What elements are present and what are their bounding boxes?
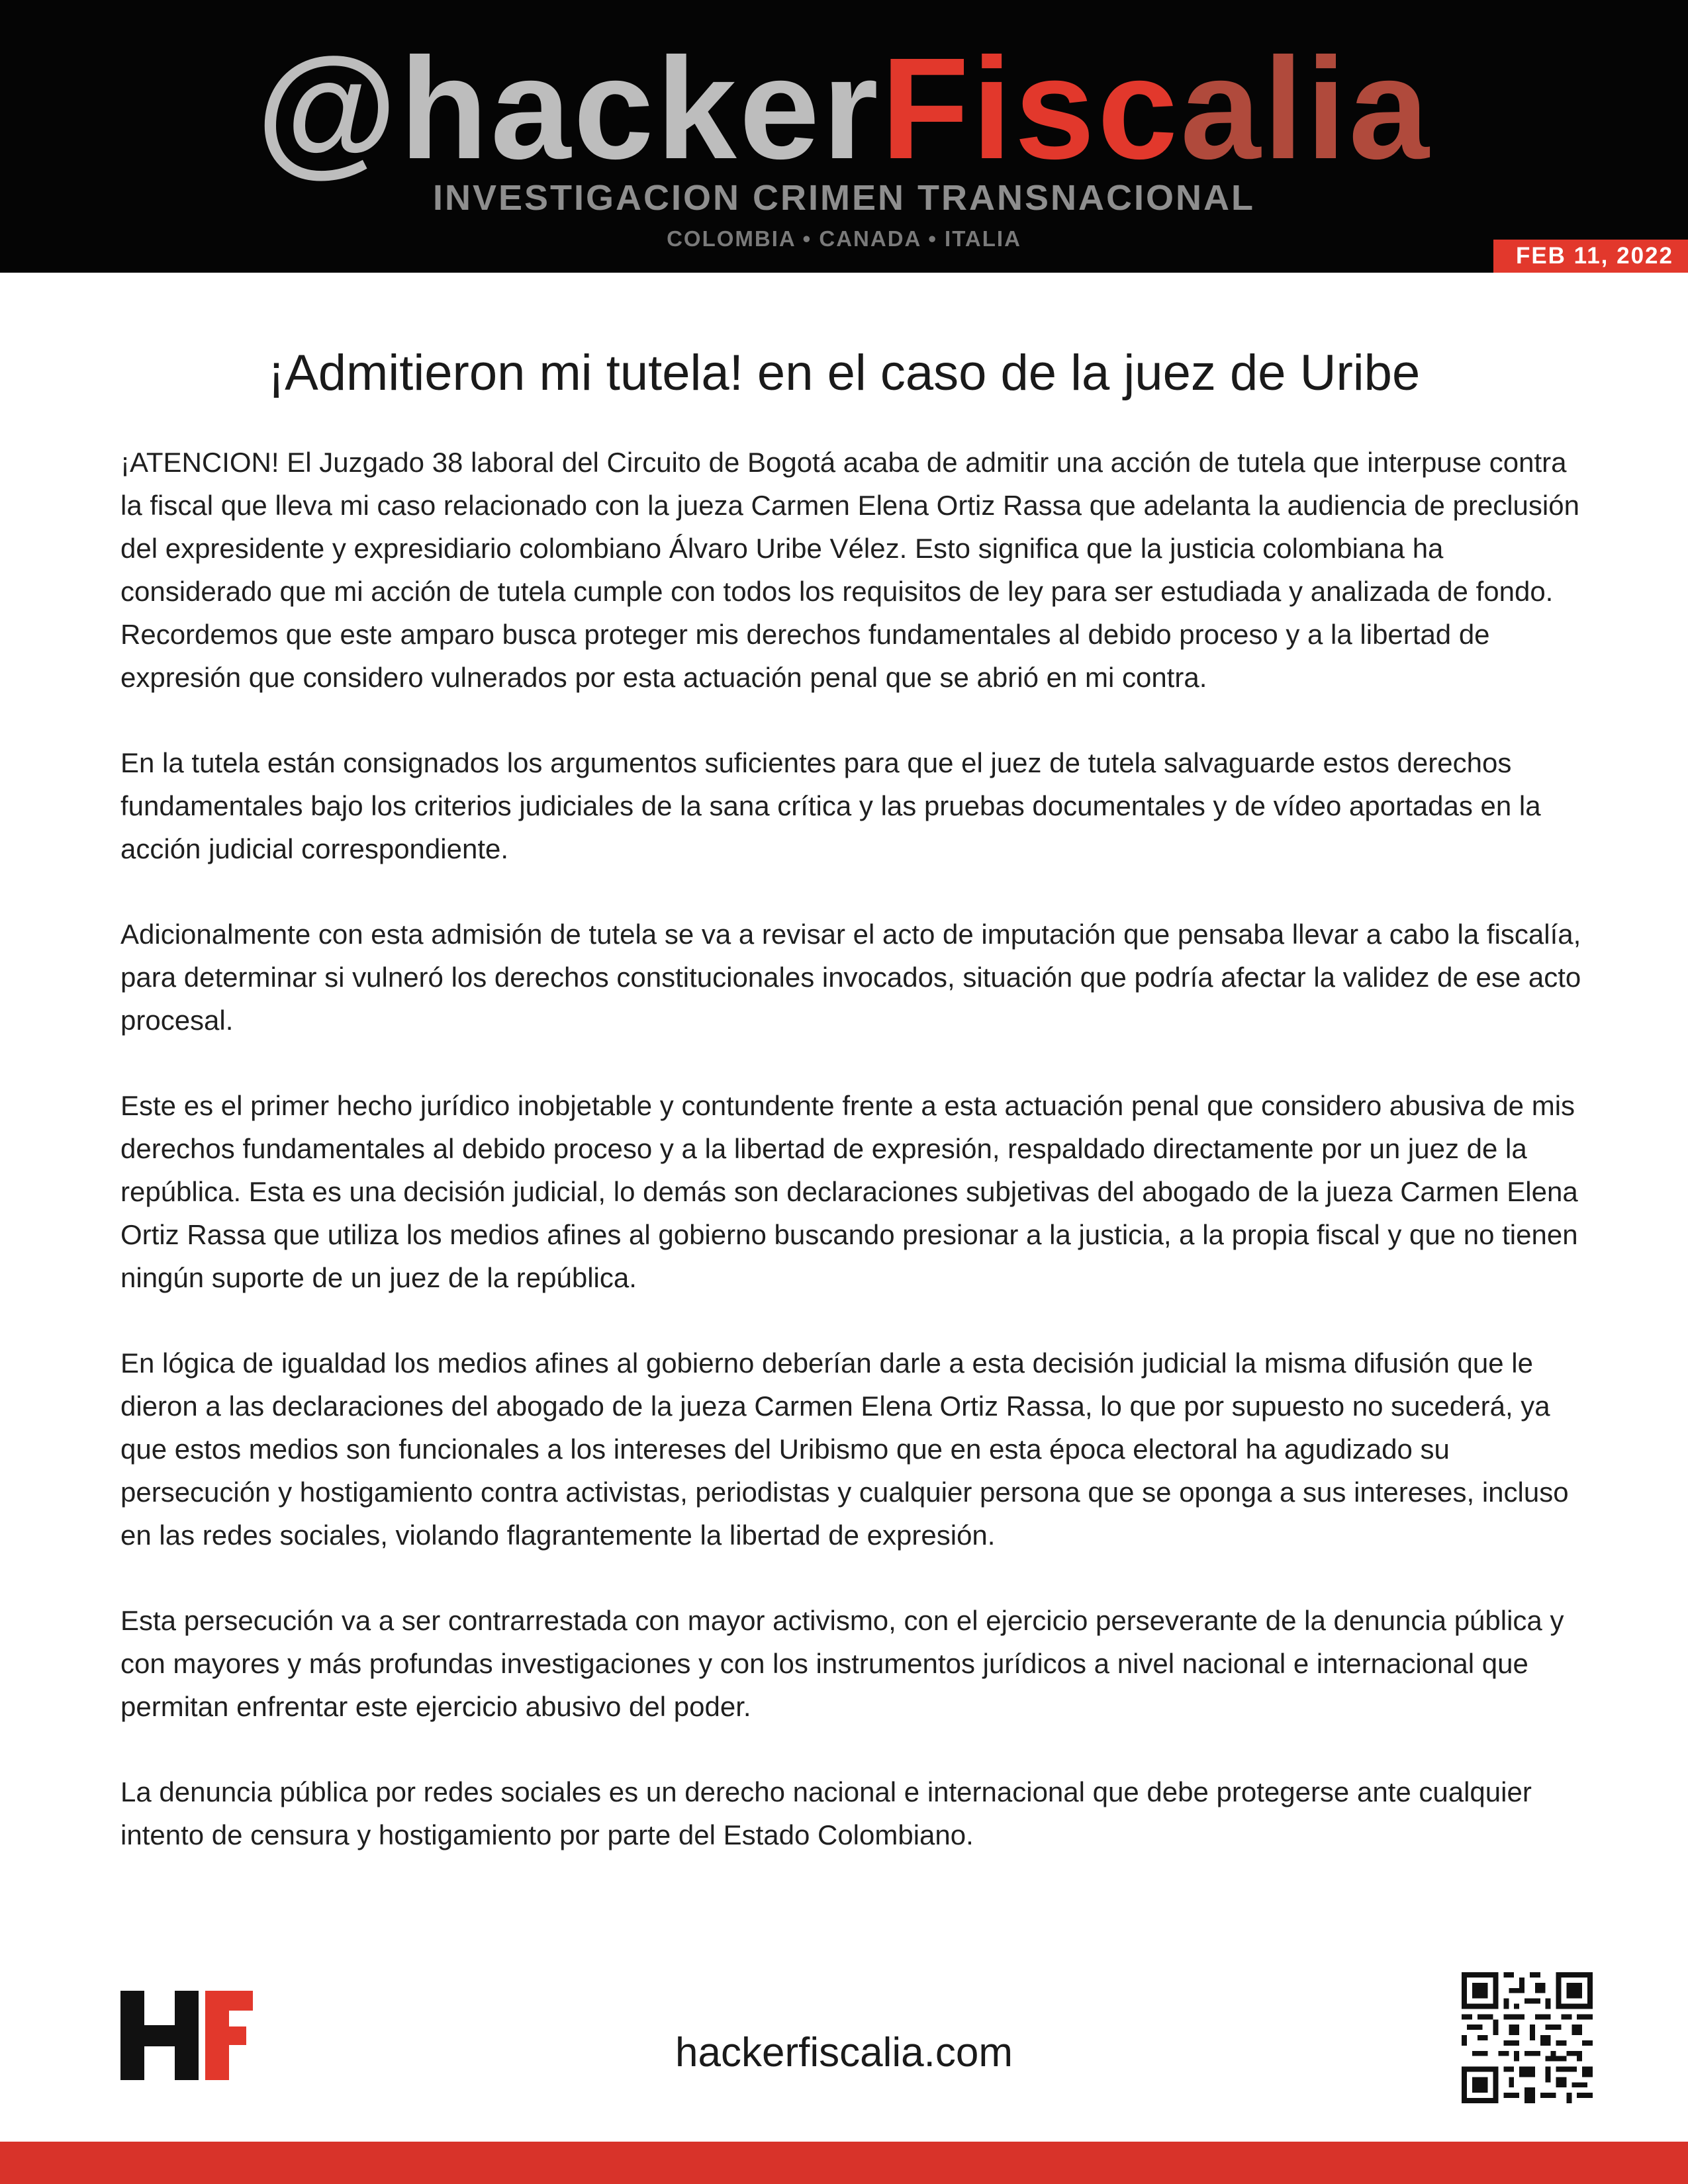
- article-body: [120, 441, 1590, 1899]
- article-paragraph: En lógica de igualdad los medios afines al gobierno deberían darle a esta decisión judicial la misma difusión que le dieron a las declaraciones del abogado de la jueza Carmen Elena Ortiz Rassa, lo que por supuesto no sucederá, ya que estos medios son funcionales a los intereses del Uribismo que en esta época electoral ha agudizado su persecución y hostigamiento contra activistas, periodistas y cualquier persona que se oponga a sus intereses, incluso en las redes sociales, violando flagrantemente la libertad de expresión.: [120, 1347, 1569, 1551]
- masthead-subtitle: INVESTIGACION CRIMEN TRANSNACIONAL: [432, 178, 1255, 218]
- brand-wordmark: [0, 28, 1688, 189]
- masthead: [0, 0, 1688, 273]
- website-link[interactable]: hackerfiscalia.com: [675, 2030, 1013, 2075]
- article-paragraph: ¡ATENCION! El Juzgado 38 laboral del Circuito de Bogotá acaba de admitir una acción de tutela que interpuse contra la fiscal que lleva mi caso relacionado con la jueza Carmen Elena Ortiz Rassa que adelanta la audiencia de preclusión del expresidente y expresidiario colombiano Álvaro Uribe Vélez. Esto significa que la justicia colombiana ha considerado que mi acción de tutela cumple con todos los requisitos de ley para ser estudiada y analizada de fondo. Recordemos que este amparo busca proteger mis derechos fundamentales al debido proceso y a la libertad de expresión que considero vulnerados por esta actuación penal que se abrió en mi contra.: [120, 447, 1579, 693]
- brand-part-fisc: Fisc: [880, 28, 1181, 189]
- date-badge: FEB 11, 2022: [1493, 240, 1688, 273]
- article-paragraph: La denuncia pública por redes sociales es un derecho nacional e internacional que debe protegerse ante cualquier intento de censura y hostigamiento por parte del Estado Colombiano.: [120, 1776, 1532, 1850]
- article-paragraph: Este es el primer hecho jurídico inobjetable y contundente frente a esta actuación penal que considero abusiva de mis derechos fundamentales al debido proceso y a la libertad de expresión, respaldado directamente por un juez de la república. Esta es una decisión judicial, lo demás son declaraciones subjetivas del abogado de la jueza Carmen Elena Ortiz Rassa que utiliza los medios afines al gobierno buscando presionar a la justicia, a la propia fiscal y que no tienen ningún suporte de un juez de la república.: [120, 1090, 1578, 1293]
- qr-code-icon: [1462, 1972, 1593, 2103]
- brand-part-hacker: @hacker: [256, 28, 881, 189]
- masthead-countries: COLOMBIA • CANADA • ITALIA: [667, 226, 1021, 251]
- article-paragraph: Esta persecución va a ser contrarrestada con mayor activismo, con el ejercicio perseverante de la denuncia pública y con mayores y más profundas investigaciones y con los instrumentos jurídicos a nivel nacional e internacional que permitan enfrentar este ejercicio abusivo del poder.: [120, 1605, 1564, 1722]
- footer-bar: [0, 2142, 1688, 2184]
- article-paragraph: En la tutela están consignados los argumentos suficientes para que el juez de tutela salvaguarde estos derechos fundamentales bajo los criterios judiciales de la sana crítica y las pruebas documentales y de vídeo aportadas en la acción judicial correspondiente.: [120, 747, 1541, 864]
- brand-part-alia: alia: [1180, 28, 1432, 189]
- article-paragraph: Adicionalmente con esta admisión de tutela se va a revisar el acto de imputación que pensaba llevar a cabo la fiscalía, para determinar si vulneró los derechos constitucionales invocados, situación que podría afectar la validez de ese acto procesal.: [120, 919, 1581, 1036]
- article-title: ¡Admitieron mi tutela! en el caso de la juez de Uribe: [267, 345, 1421, 401]
